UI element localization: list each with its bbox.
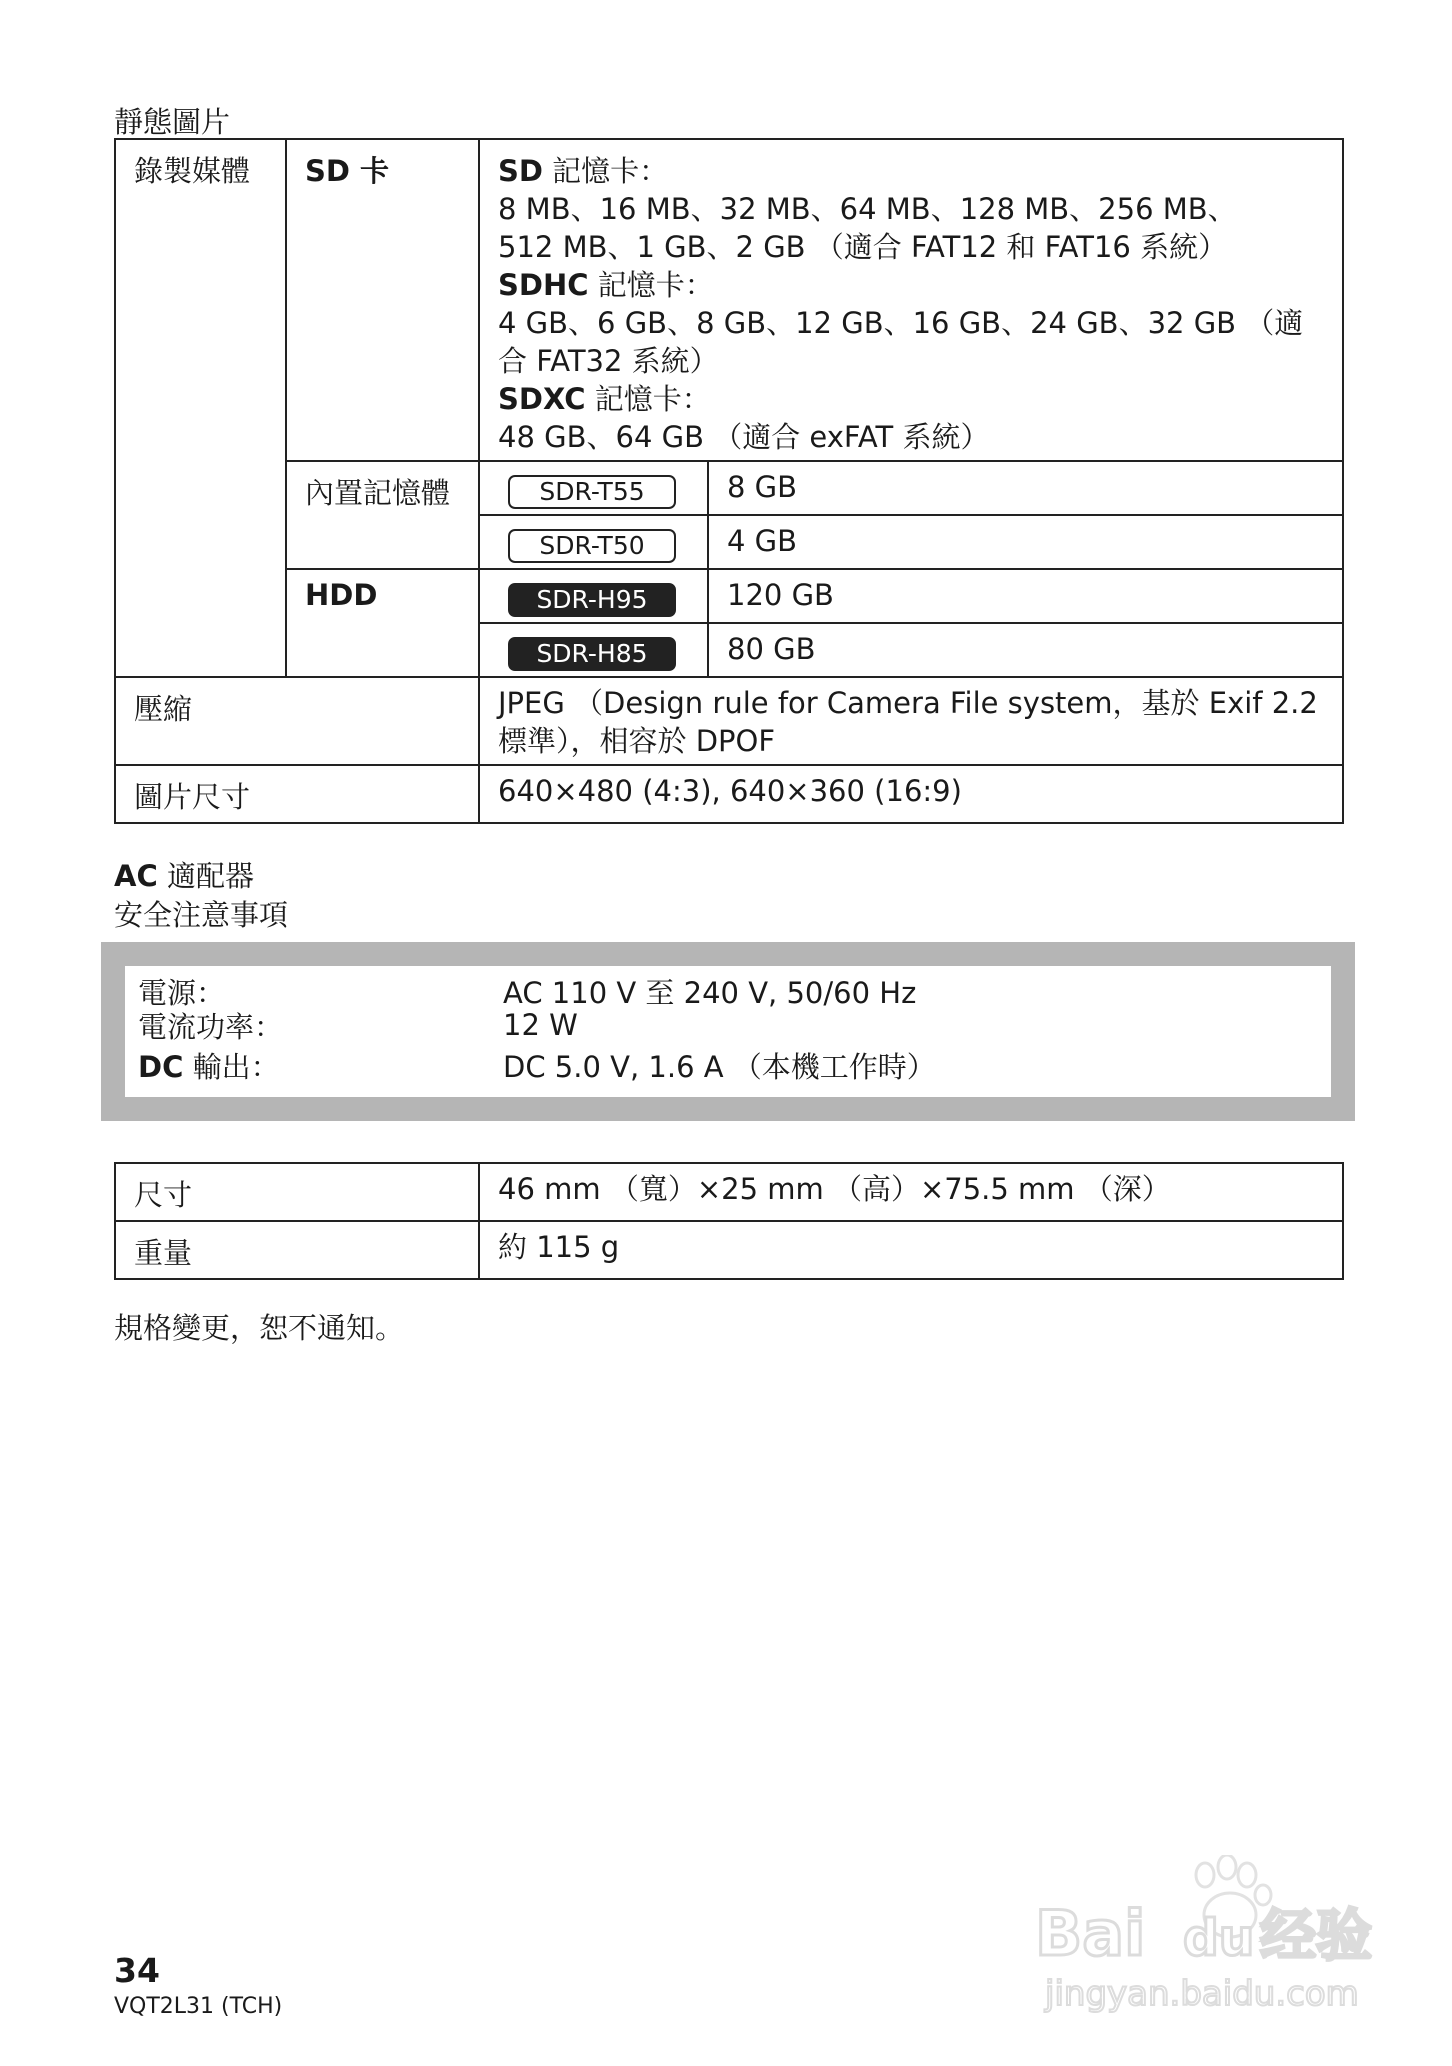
watermark-cn: 经验: [1260, 1904, 1372, 1969]
sd-line: 48 GB、64 GB （適合 exFAT 系統）: [498, 420, 990, 454]
weight-label: 重量: [115, 1221, 479, 1279]
model-cell: [479, 515, 708, 569]
dimensions-label: 尺寸: [115, 1163, 479, 1221]
still-picture-spec-table: [114, 138, 1344, 824]
hdd-label: HDD: [286, 569, 479, 677]
table-row: [115, 1163, 1343, 1221]
baidu-jingyan-watermark: [1035, 1855, 1395, 2035]
table-row: [115, 461, 1343, 515]
weight-value: 約 115 g: [479, 1221, 1343, 1279]
power-source-label: 電源：: [138, 976, 226, 1010]
table-row: [115, 139, 1343, 461]
watermark-url: jingyan.baidu.com: [1045, 1974, 1359, 2014]
dc-output-label: DC 輸出：: [138, 1050, 280, 1084]
spec-change-note: 規格變更，恕不通知。: [114, 1311, 405, 1345]
model-badge-sdr-h95: SDR-H95: [508, 583, 676, 617]
watermark-text: [1035, 1897, 1372, 2014]
power-consumption-value: 12 W: [503, 1008, 578, 1042]
ac-adaptor-title: AC 適配器: [114, 859, 254, 893]
dc-output-value: DC 5.0 V, 1.6 A （本機工作時）: [503, 1050, 936, 1084]
table-row: [115, 569, 1343, 623]
model-cell: [479, 461, 708, 515]
sd-line: SDHC 記憶卡：: [498, 268, 714, 302]
sd-line: 合 FAT32 系統）: [498, 344, 719, 378]
model-badge-sdr-h85: SDR-H85: [508, 637, 676, 671]
sd-card-support-list: [479, 139, 1343, 461]
table-row: [115, 677, 1343, 765]
sd-card-label: SD 卡: [286, 139, 479, 461]
table-row: [115, 765, 1343, 823]
power-spec-inner: [125, 966, 1331, 1097]
sd-line: SDXC 記憶卡：: [498, 382, 711, 416]
sd-line: SD 記憶卡：: [498, 154, 669, 188]
power-source-value: AC 110 V 至 240 V, 50/60 Hz: [503, 976, 917, 1010]
capacity-cell: 80 GB: [708, 623, 1343, 677]
internal-memory-label: 內置記憶體: [286, 461, 479, 569]
compression-value: JPEG （Design rule for Camera File system，基於 Exif 2.2 標準），相容於 DPOF: [479, 677, 1343, 765]
capacity-cell: 4 GB: [708, 515, 1343, 569]
document-code: VQT2L31 (TCH): [114, 1994, 283, 2019]
adaptor-dimensions-table: [114, 1162, 1344, 1280]
model-cell: [479, 623, 708, 677]
model-badge-sdr-t50: SDR-T50: [508, 529, 676, 563]
media-label: 錄製媒體: [115, 139, 286, 677]
section-title-still-picture: 靜態圖片: [114, 105, 231, 139]
picture-size-label: 圖片尺寸: [115, 765, 479, 823]
capacity-cell: 120 GB: [708, 569, 1343, 623]
sd-line: 512 MB、1 GB、2 GB （適合 FAT12 和 FAT16 系統）: [498, 230, 1228, 264]
safety-precautions-label: 安全注意事項: [114, 898, 289, 932]
watermark-brand: Bai: [1035, 1897, 1146, 1970]
capacity-cell: 8 GB: [708, 461, 1343, 515]
model-badge-sdr-t55: SDR-T55: [508, 475, 676, 509]
table-row: [115, 1221, 1343, 1279]
model-cell: [479, 569, 708, 623]
page-number: 34: [114, 1951, 160, 1990]
sd-line: 4 GB、6 GB、8 GB、12 GB、16 GB、24 GB、32 GB （適: [498, 306, 1304, 340]
dimensions-value: 46 mm （寬）×25 mm （高）×75.5 mm （深）: [479, 1163, 1343, 1221]
power-spec-panel: [101, 942, 1355, 1121]
compression-label: 壓縮: [115, 677, 479, 765]
watermark-brand-du: du: [1183, 1909, 1255, 1967]
sd-line: 8 MB、16 MB、32 MB、64 MB、128 MB、256 MB、: [498, 192, 1237, 226]
power-consumption-label: 電流功率：: [138, 1010, 284, 1044]
picture-size-value: 640×480 (4:3), 640×360 (16:9): [479, 765, 1343, 823]
